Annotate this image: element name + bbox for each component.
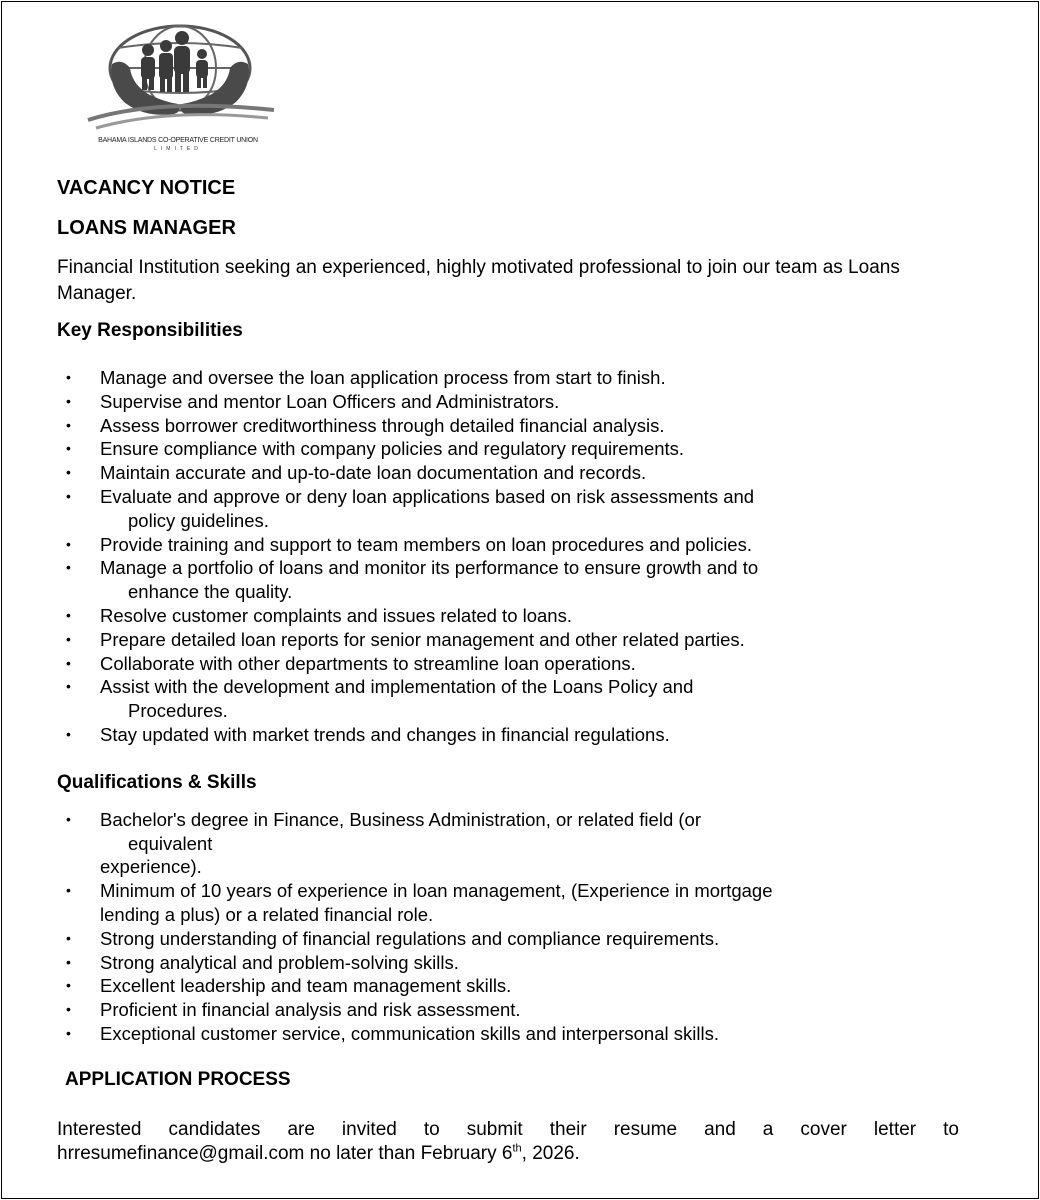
family-globe-hands-icon (78, 24, 278, 136)
bullet-icon: • (66, 977, 71, 994)
list-item (57, 998, 962, 1022)
list-item-text: Bachelor's degree in Finance, Business Administration, or related field (or (100, 808, 701, 830)
list-item (57, 628, 962, 652)
bullet-icon: • (66, 487, 71, 504)
list-item-text: Manage and oversee the loan application process from start to finish. (100, 367, 666, 388)
list-item-text: equivalent (128, 832, 213, 854)
list-item-text: Minimum of 10 years of experience in loan management, (Experience in mortgage (100, 880, 773, 902)
list-item-text: Resolve customer complaints and issues related to loans. (100, 604, 572, 626)
bullet-icon: • (66, 678, 71, 695)
list-item-text: Ensure compliance with company policies and regulatory requirements. (100, 438, 685, 460)
bullet-icon: • (66, 630, 71, 647)
bullet-icon: • (66, 1024, 71, 1041)
intro-paragraph: Financial Institution seeking an experienced, highly motivated professional to join our team as Loans Manager. (57, 257, 900, 304)
list-item-text: lending a plus) or a related financial role. (100, 903, 434, 925)
list-item (57, 1022, 962, 1046)
bullet-icon: • (66, 440, 71, 457)
responsibilities-list (57, 366, 962, 747)
bullet-icon: • (66, 953, 71, 970)
application-deadline-suffix: , 2026. (521, 1142, 580, 1164)
credit-union-logo (78, 24, 278, 158)
qualifications-list (57, 808, 962, 1046)
logo-org-name: BAHAMA ISLANDS CO-OPERATIVE CREDIT UNION (98, 137, 258, 144)
notice-title: VACANCY NOTICE (57, 177, 236, 199)
list-item-text: Prepare detailed loan reports for senior management and other related parties. (100, 628, 745, 650)
application-heading: APPLICATION PROCESS (65, 1068, 291, 1090)
application-deadline: no later than February 6 (304, 1142, 513, 1164)
list-item-text: Assess borrower creditworthiness through detailed financial analysis. (100, 414, 665, 436)
list-item-text: enhance the quality. (128, 581, 293, 603)
list-item-text: experience). (100, 856, 202, 878)
list-item-text: policy guidelines. (128, 509, 269, 531)
list-item-text: Procedures. (128, 700, 228, 722)
notice-content (57, 176, 962, 1166)
list-item (57, 927, 962, 951)
list-item (57, 604, 962, 628)
application-email-link[interactable]: hrresumefinance@gmail.com (57, 1142, 305, 1164)
list-item-text: Strong understanding of financial regulations and compliance requirements. (100, 927, 720, 949)
bullet-icon: • (66, 654, 71, 671)
list-item-text: Evaluate and approve or deny loan applications based on risk assessments and (100, 485, 755, 507)
list-item (57, 533, 962, 557)
list-item (57, 437, 962, 461)
bullet-icon: • (66, 416, 71, 433)
list-item (57, 461, 962, 485)
list-item (57, 974, 962, 998)
position-title: LOANS MANAGER (57, 217, 236, 239)
list-item-text: Strong analytical and problem-solving skills. (100, 951, 459, 973)
list-item-text: Manage a portfolio of loans and monitor its performance to ensure growth and to (100, 557, 759, 579)
bullet-icon: • (66, 559, 71, 576)
list-item-text: Collaborate with other departments to streamline loan operations. (100, 652, 636, 674)
application-deadline-sup: th (512, 1142, 522, 1155)
application-line-1: Interested candidates are invited to submit their resume and a cover letter to (57, 1118, 959, 1140)
list-item-text: Proficient in financial analysis and risk assessment. (100, 999, 521, 1021)
bullet-icon: • (66, 810, 71, 827)
list-item-text: Stay updated with market trends and changes in financial regulations. (100, 723, 670, 745)
list-item-text: Assist with the development and implementation of the Loans Policy and (100, 676, 694, 698)
list-item-text: Exceptional customer service, communication skills and interpersonal skills. (100, 1022, 719, 1044)
bullet-icon: • (66, 1001, 71, 1018)
bullet-icon: • (66, 882, 71, 899)
bullet-icon: • (66, 929, 71, 946)
bullet-icon: • (66, 369, 71, 385)
bullet-icon: • (66, 725, 71, 742)
list-item-text: Supervise and mentor Loan Officers and Administrators. (100, 390, 560, 412)
bullet-icon: • (66, 392, 71, 409)
list-item-text: Provide training and support to team members on loan procedures and policies. (100, 533, 752, 555)
list-item (57, 485, 962, 533)
list-item (57, 366, 962, 390)
responsibilities-heading: Key Responsibilities (57, 320, 243, 341)
list-item (57, 879, 962, 927)
list-item (57, 414, 962, 438)
bullet-icon: • (66, 535, 71, 552)
qualifications-heading: Qualifications & Skills (57, 771, 257, 793)
bullet-icon: • (66, 464, 71, 481)
list-item (57, 556, 962, 604)
list-item (57, 808, 962, 879)
logo-org-sub: LIMITED (154, 146, 202, 152)
list-item (57, 723, 962, 747)
list-item (57, 951, 962, 975)
list-item (57, 675, 962, 723)
list-item (57, 652, 962, 676)
application-paragraph (57, 1118, 959, 1166)
list-item (57, 390, 962, 414)
list-item-text: Maintain accurate and up-to-date loan documentation and records. (100, 462, 647, 484)
bullet-icon: • (66, 606, 71, 623)
list-item-text: Excellent leadership and team management skills. (100, 975, 512, 997)
